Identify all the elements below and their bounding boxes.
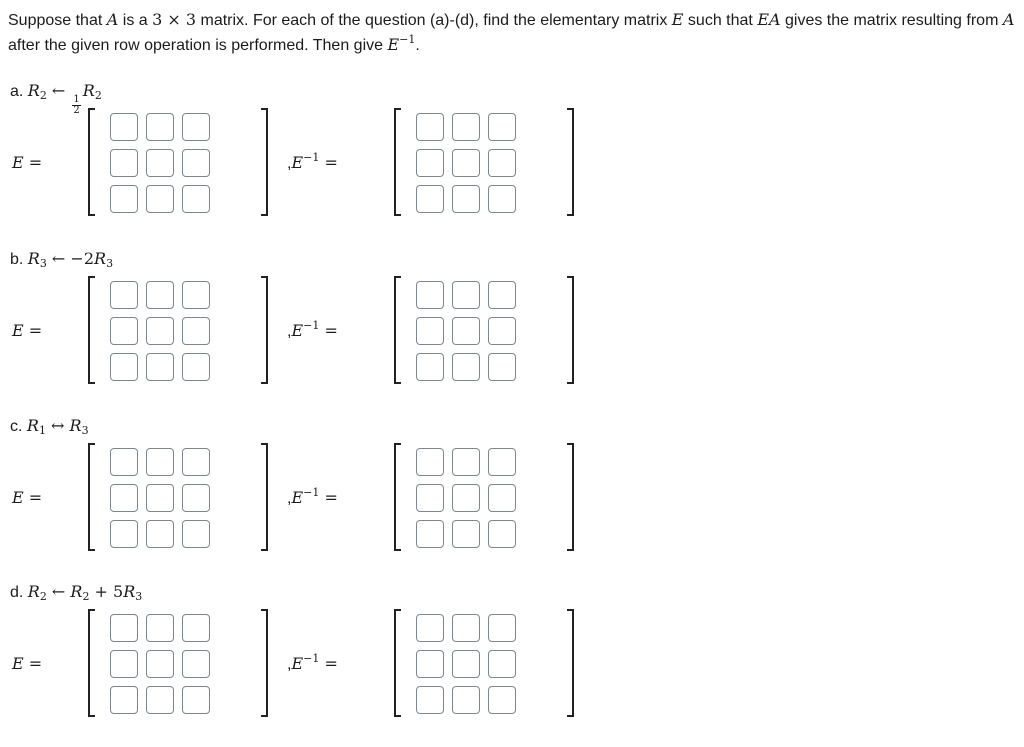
equals-sign: = [319, 488, 338, 507]
matrix-entry-input[interactable] [146, 149, 174, 177]
row-index: 3 [81, 424, 89, 437]
equals-sign: = [23, 488, 43, 507]
matrix-entry-input[interactable] [110, 281, 138, 309]
matrix-entry-input[interactable] [110, 484, 138, 512]
row-index: 2 [82, 590, 90, 603]
right-bracket [261, 276, 268, 384]
matrix-entry-input[interactable] [416, 149, 444, 177]
matrix-entry-input[interactable] [416, 113, 444, 141]
equals-sign: = [23, 321, 43, 340]
inverse-exponent: −1 [303, 319, 320, 332]
E-equals-label [12, 653, 42, 676]
matrix-entry-input[interactable] [416, 650, 444, 678]
row-symbol: R [27, 81, 40, 100]
matrix-entry-input[interactable] [416, 484, 444, 512]
matrix-entry-input[interactable] [110, 614, 138, 642]
matrix-entry-input[interactable] [416, 353, 444, 381]
row-index: 3 [39, 257, 47, 270]
matrix-entry-input[interactable] [182, 484, 210, 512]
E-symbol: E [12, 654, 24, 673]
fraction-numerator: 1 [73, 94, 80, 105]
matrix-entry-input[interactable] [488, 317, 516, 345]
E-equals-label [12, 152, 42, 175]
matrix-entry-input[interactable] [488, 484, 516, 512]
matrix-entry-input[interactable] [182, 317, 210, 345]
matrix-entry-input[interactable] [452, 686, 480, 714]
row-index: 3 [106, 257, 114, 270]
matrix-entry-input[interactable] [182, 149, 210, 177]
matrix-entry-input[interactable] [182, 614, 210, 642]
question-prompt [8, 8, 1018, 58]
left-bracket [394, 443, 401, 551]
left-bracket [88, 276, 95, 384]
prompt-text: gives the matrix resulting from [780, 12, 1003, 29]
question-letter: c. [10, 418, 23, 435]
matrix-entry-input[interactable] [488, 614, 516, 642]
prompt-text: after the given row operation is performed. Then give [8, 37, 388, 54]
matrix-entry-input[interactable] [416, 185, 444, 213]
matrix-entry-input[interactable] [488, 185, 516, 213]
prompt-text: Suppose that [8, 12, 107, 29]
E-symbol: E [12, 488, 24, 507]
matrix-entry-input[interactable] [416, 520, 444, 548]
inverse-exponent: −1 [303, 486, 320, 499]
matrix-entry-input[interactable] [416, 614, 444, 642]
matrix-entry-input[interactable] [182, 185, 210, 213]
left-bracket [394, 108, 401, 216]
matrix-entry-grid [110, 113, 210, 213]
matrix-entry-input[interactable] [488, 149, 516, 177]
plus-sign: + [89, 582, 114, 601]
equals-sign: = [319, 153, 338, 172]
prompt-text: is a [118, 12, 153, 29]
row-index: 2 [94, 89, 102, 102]
equals-sign: = [319, 654, 338, 673]
comma: , [287, 490, 292, 507]
E-symbol: E [291, 488, 304, 507]
row-symbol: R [82, 81, 95, 100]
comma: , [287, 656, 292, 673]
matrix-E-input [88, 276, 268, 382]
matrix-entry-grid [110, 614, 210, 714]
matrix-entry-input[interactable] [110, 520, 138, 548]
matrix-E-inverse-input [394, 609, 574, 715]
matrix-entry-input[interactable] [146, 317, 174, 345]
prompt-text: matrix. For each of the question (a)-(d), find the elementary matrix [196, 12, 672, 29]
row-symbol: R [27, 582, 40, 601]
E-inverse-equals-label [287, 320, 338, 343]
prompt-text: . [415, 37, 420, 54]
matrix-entry-input[interactable] [182, 520, 210, 548]
matrix-entry-input[interactable] [182, 650, 210, 678]
matrix-entry-input[interactable] [452, 484, 480, 512]
matrix-entry-input[interactable] [452, 149, 480, 177]
fraction-one-half [72, 95, 80, 116]
inverse-exponent: −1 [303, 652, 320, 665]
left-bracket [394, 609, 401, 717]
matrix-entry-grid [416, 281, 516, 381]
matrix-entry-input[interactable] [416, 686, 444, 714]
right-bracket [261, 108, 268, 216]
comma: , [287, 155, 292, 172]
matrix-entry-input[interactable] [488, 520, 516, 548]
question-c-label [10, 415, 89, 438]
matrix-entry-grid [110, 448, 210, 548]
matrix-entry-input[interactable] [110, 686, 138, 714]
equals-sign: = [319, 321, 338, 340]
E-symbol: E [12, 153, 24, 172]
matrix-entry-input[interactable] [488, 113, 516, 141]
swap-arrow: ↔ [45, 416, 70, 435]
coefficient: 5 [113, 582, 124, 601]
E-symbol: E [291, 654, 304, 673]
matrix-entry-input[interactable] [182, 281, 210, 309]
question-letter: d. [10, 584, 24, 601]
assign-arrow: ← [46, 249, 71, 268]
question-letter: b. [10, 251, 24, 268]
row-symbol: R [123, 582, 136, 601]
E-inverse-equals-label [287, 653, 338, 676]
matrix-entry-input[interactable] [488, 686, 516, 714]
matrix-entry-input[interactable] [452, 353, 480, 381]
matrix-entry-input[interactable] [452, 281, 480, 309]
matrix-entry-input[interactable] [146, 520, 174, 548]
question-b [0, 248, 1024, 414]
matrix-entry-input[interactable] [452, 520, 480, 548]
matrix-entry-input[interactable] [110, 448, 138, 476]
matrix-E-inverse-input [394, 276, 574, 382]
row-index: 3 [135, 590, 143, 603]
E-inverse-equals-label [287, 487, 338, 510]
left-bracket [88, 609, 95, 717]
matrix-entry-input[interactable] [146, 614, 174, 642]
row-symbol: R [94, 249, 107, 268]
matrix-E: E [671, 10, 684, 29]
matrix-entry-input[interactable] [182, 353, 210, 381]
question-c [0, 415, 1024, 581]
matrix-entry-input[interactable] [452, 113, 480, 141]
question-a [0, 80, 1024, 246]
row-symbol: R [27, 249, 40, 268]
matrix-entry-input[interactable] [146, 353, 174, 381]
left-bracket [88, 443, 95, 551]
matrix-entry-input[interactable] [182, 448, 210, 476]
left-bracket [394, 276, 401, 384]
E-inverse-equals-label [287, 152, 338, 175]
matrix-entry-input[interactable] [110, 317, 138, 345]
assign-arrow: ← [46, 81, 71, 100]
E-equals-label [12, 320, 42, 343]
inverse-exponent: −1 [399, 33, 416, 46]
fraction-denominator: 2 [73, 105, 80, 116]
question-letter: a. [10, 83, 24, 100]
matrix-E-input [88, 108, 268, 214]
matrix-entry-input[interactable] [488, 353, 516, 381]
matrix-entry-grid [110, 281, 210, 381]
matrix-entry-input[interactable] [416, 448, 444, 476]
assign-arrow: ← [46, 582, 71, 601]
matrix-A: A [1002, 10, 1015, 29]
right-bracket [261, 443, 268, 551]
row-symbol: R [69, 416, 82, 435]
question-d-label [10, 581, 142, 604]
matrix-A: A [106, 10, 119, 29]
matrix-E-inverse-input [394, 443, 574, 549]
prompt-text: such that [683, 12, 758, 29]
matrix-entry-input[interactable] [110, 149, 138, 177]
matrix-entry-input[interactable] [488, 650, 516, 678]
matrix-entry-input[interactable] [146, 650, 174, 678]
matrix-entry-input[interactable] [452, 614, 480, 642]
matrix-entry-input[interactable] [110, 113, 138, 141]
coefficient: −2 [70, 249, 95, 268]
question-b-label [10, 248, 113, 271]
equals-sign: = [23, 654, 43, 673]
matrix-entry-input[interactable] [488, 281, 516, 309]
matrix-entry-input[interactable] [110, 650, 138, 678]
right-bracket [567, 108, 574, 216]
matrix-entry-input[interactable] [182, 113, 210, 141]
comma: , [287, 323, 292, 340]
matrix-entry-input[interactable] [110, 353, 138, 381]
inverse-E: E [387, 35, 400, 54]
equals-sign: = [23, 153, 43, 172]
matrix-entry-input[interactable] [452, 650, 480, 678]
inverse-exponent: −1 [303, 151, 320, 164]
E-symbol: E [12, 321, 24, 340]
matrix-E-input [88, 443, 268, 549]
matrix-entry-input[interactable] [110, 185, 138, 213]
right-bracket [567, 609, 574, 717]
matrix-entry-input[interactable] [452, 185, 480, 213]
row-index: 1 [38, 424, 46, 437]
matrix-dims: 3 × 3 [152, 10, 197, 29]
matrix-entry-grid [416, 448, 516, 548]
right-bracket [567, 443, 574, 551]
E-equals-label [12, 487, 42, 510]
product-EA: EA [757, 10, 781, 29]
matrix-entry-input[interactable] [416, 317, 444, 345]
matrix-entry-input[interactable] [146, 448, 174, 476]
row-index: 2 [39, 89, 47, 102]
row-symbol: R [26, 416, 39, 435]
E-symbol: E [291, 321, 304, 340]
right-bracket [567, 276, 574, 384]
question-d [0, 581, 1024, 747]
row-symbol: R [70, 582, 83, 601]
matrix-entry-input[interactable] [452, 317, 480, 345]
E-symbol: E [291, 153, 304, 172]
matrix-entry-input[interactable] [182, 686, 210, 714]
matrix-entry-input[interactable] [146, 686, 174, 714]
matrix-entry-input[interactable] [488, 448, 516, 476]
matrix-entry-input[interactable] [416, 281, 444, 309]
matrix-entry-input[interactable] [146, 185, 174, 213]
matrix-entry-input[interactable] [452, 448, 480, 476]
right-bracket [261, 609, 268, 717]
matrix-entry-input[interactable] [146, 113, 174, 141]
matrix-entry-input[interactable] [146, 484, 174, 512]
matrix-E-input [88, 609, 268, 715]
matrix-E-inverse-input [394, 108, 574, 214]
matrix-entry-grid [416, 614, 516, 714]
matrix-entry-grid [416, 113, 516, 213]
left-bracket [88, 108, 95, 216]
matrix-entry-input[interactable] [146, 281, 174, 309]
row-index: 2 [39, 590, 47, 603]
